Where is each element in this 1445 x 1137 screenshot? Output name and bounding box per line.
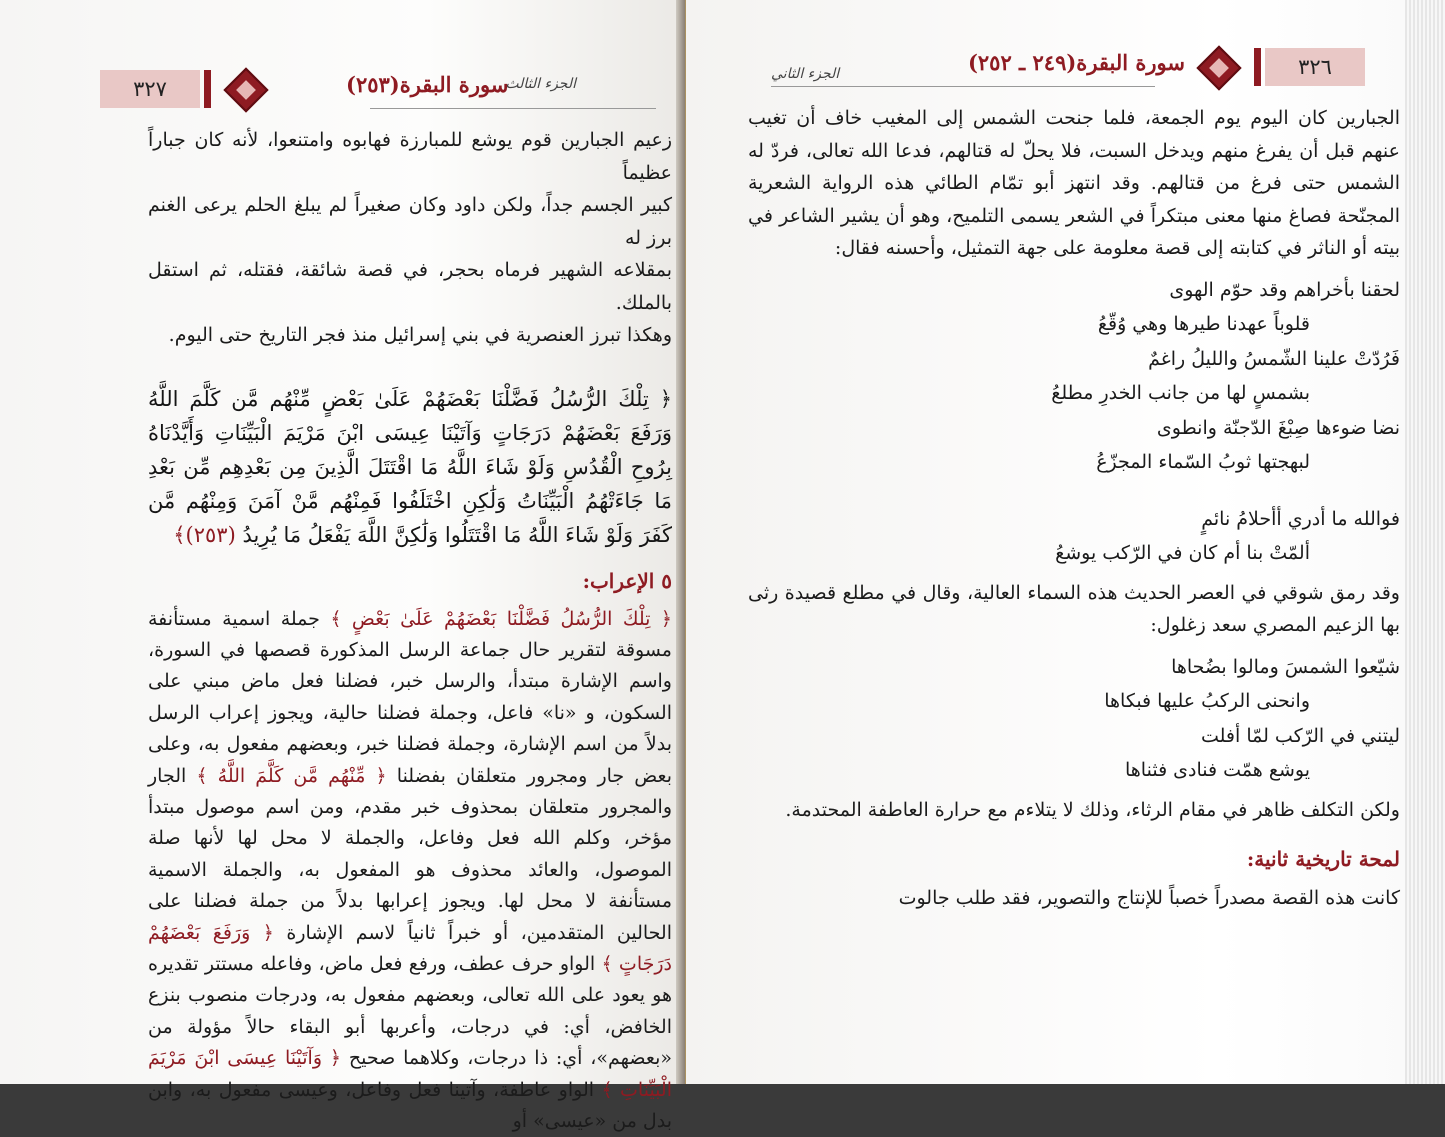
poem-verse: لبهجتها ثوبُ السّماء المجزّعُ bbox=[748, 445, 1400, 480]
poem-verse: نضا ضوءها صِبْغَ الدّجنّة وانطوى bbox=[748, 411, 1400, 446]
header-bar bbox=[1254, 48, 1261, 86]
irab-text: الواو حرف عطف، ورفع فعل ماض، وفاعله مستتر تقديره هو يعود على الله تعالى، وبعضهم مفعول به، ودرجات منصوب بنزع الخافض، أي: في درجات، وأعربها أبو البقاء حالاً مؤولة من «بعضهم»، أي: ذا درجات، وكلاهما صحيح bbox=[148, 953, 672, 1069]
irab-text: الجار والمجرور متعلقان بمحذوف خبر مقدم، ومن اسم موصول مبتدأ مؤخر، وكلم الله فعل وفاعل، والجملة لا محل لها لأنها صلة الموصول، والعائد محذوف هو المفعول به، والجملة الاسمية مستأنفة لا محل لها. ويجوز إعرابها بدلاً من جملة فضلنا على الحالين المتقدمين، أو خبراً ثانياً لاسم الإشارة bbox=[148, 765, 672, 944]
poem-block bbox=[748, 502, 1400, 571]
juz-label: الجزء الثاني bbox=[771, 66, 839, 82]
poem-block bbox=[748, 273, 1400, 480]
intro-paragraph: الجبارين كان اليوم يوم الجمعة، فلما جنحت الشمس إلى المغيب خاف أن تغيب عنهم قبل أن يفرغ منهم ويدخل السبت، فلا يحلّ له قتالهم، فدعا الله تعالى، فردّ له الشمس حتى فرغ من قتالهم. وقد انتهز أبو تمّام الطائي هذه الرواية الشعرية المجنّحة فصاغ منها معنى مبتكراً في الشعر يسمى التلميح، وهو أن يشير الشاعر في بيته أو الناثر في كتابته إلى قصة معلومة على جهة التمثيل، وأحسنه فقال: bbox=[748, 102, 1400, 265]
page-number: ٣٢٦ bbox=[1265, 48, 1365, 86]
poem-verse: قلوباً عهدنا طيرها وهي وُقّعُ bbox=[748, 307, 1400, 342]
header-rule bbox=[370, 108, 656, 109]
poem-block bbox=[748, 650, 1400, 788]
irab-section bbox=[148, 604, 672, 1137]
section-heading: لمحة تاريخية ثانية: bbox=[748, 844, 1400, 874]
juz-label: الجزء الثالث bbox=[505, 76, 576, 92]
poem-verse: ألمّتْ بنا أم كان في الرّكب يوشعُ bbox=[748, 536, 1400, 571]
irab-paragraph bbox=[148, 604, 672, 1137]
surah-title: سورة البقرة(٢٤٩ ـ ٢٥٢) bbox=[968, 50, 1185, 75]
irab-text: الواو عاطفة، وآتينا فعل وفاعل، وعيسى مفعول به، وابن بدل من «عيسى» أو bbox=[148, 1079, 672, 1132]
irab-quote: ﴿ وَرَفَعَ بَعْضَهُمْ دَرَجَاتٍ ﴾ bbox=[148, 922, 672, 975]
poem-verse: وانحنى الركبُ عليها فبكاها bbox=[748, 684, 1400, 719]
quran-verse bbox=[148, 382, 672, 552]
right-page bbox=[686, 0, 1445, 1084]
header-rule bbox=[771, 86, 1155, 87]
right-page-header bbox=[771, 48, 1365, 88]
poem-verse: يوشع همّت فنادى فثناها bbox=[748, 753, 1400, 788]
verse-end-marker: (٢٥٣)﴾ bbox=[173, 523, 236, 547]
intro-line: بمقلاعه الشهير فرماه بحجر، في قصة شائقة، فقتله، ثم استقل بالملك. bbox=[148, 254, 672, 319]
intro-line: وهكذا تبرز العنصرية في بني إسرائيل منذ فجر التاريخ حتى اليوم. bbox=[148, 319, 672, 352]
irab-text: جملة اسمية مستأنفة مسوقة لتقرير حال جماعة الرسل المذكورة قصصها في السورة، واسم الإشارة مبتدأ، والرسل خبر، فضلنا فعل ماض مبني على السكون، و «نا» فاعل، وجملة فضلنا حالية، ويجوز إعراب الرسل بدلاً من اسم الإشارة، وجملة فضلنا خبر، وبعضهم مفعول به، وعلى بعض جار ومجرور متعلقان بفضلنا bbox=[148, 608, 672, 787]
right-page-body bbox=[748, 102, 1400, 921]
ornament-icon bbox=[1196, 45, 1241, 90]
poem-verse: لحقنا بأخراهم وقد حوّم الهوى bbox=[748, 273, 1400, 308]
poem-verse: شيّعوا الشمسَ ومالوا بضُحاها bbox=[748, 650, 1400, 685]
page-edges bbox=[1405, 0, 1445, 1084]
irab-heading: ٥ الإعراب: bbox=[148, 566, 672, 596]
intro-line: كبير الجسم جداً، ولكن داود وكان صغيراً لم يبلغ الحلم يرعى الغنم برز له bbox=[148, 189, 672, 254]
quran-text: ﴿ تِلْكَ الرُّسُلُ فَضَّلْنَا بَعْضَهُمْ عَلَىٰ بَعْضٍ مِّنْهُم مَّن كَلَّمَ اللَّهُ وَرَفَعَ بَعْضَهُمْ دَرَجَاتٍ وَآتَيْنَا عِيسَى ابْنَ مَرْيَمَ الْبَيِّنَاتِ وَأَيَّدْنَاهُ بِرُوحِ الْقُدُسِ وَلَوْ شَاءَ اللَّهُ مَا اقْتَتَلَ الَّذِينَ مِن بَعْدِهِم مِّن بَعْدِ مَا جَاءَتْهُمُ الْبَيِّنَاتُ وَلَٰكِنِ اخْتَلَفُوا فَمِنْهُم مَّنْ آمَنَ وَمِنْهُم مَّن كَفَرَ وَلَوْ شَاءَ اللَّهُ مَا اقْتَتَلُوا وَلَٰكِنَّ اللَّهَ يَفْعَلُ مَا يُرِيدُ bbox=[148, 387, 672, 547]
last-paragraph: كانت هذه القصة مصدراً خصباً للإنتاج والتصوير، فقد طلب جالوت bbox=[748, 882, 1400, 915]
surah-title: سورة البقرة(٢٥٣) bbox=[346, 72, 508, 97]
left-page bbox=[0, 0, 712, 1084]
irab-quote: ﴿ وَآتَيْنَا عِيسَى ابْنَ مَرْيَمَ الْبَيِّنَاتِ ﴾ bbox=[148, 1047, 672, 1100]
irab-quote: ﴿ تِلْكَ الرُّسُلُ فَضَّلْنَا بَعْضَهُمْ عَلَىٰ بَعْضٍ ﴾ bbox=[330, 608, 672, 630]
middle-paragraph: وقد رمق شوقي في العصر الحديث هذه السماء العالية، وقال في مطلع قصيدة رثى بها الزعيم المصري سعد زغلول: bbox=[748, 577, 1400, 642]
intro-line: زعيم الجبارين قوم يوشع للمبارزة فهابوه وامتنعوا، لأنه كان جباراً عظيماً bbox=[148, 124, 672, 189]
poem-verse: فَرُدّتْ علينا الشّمسُ والليلُ راغمٌ bbox=[748, 342, 1400, 377]
closing-paragraph: ولكن التكلف ظاهر في مقام الرثاء، وذلك لا يتلاءم مع حرارة العاطفة المحتدمة. bbox=[748, 794, 1400, 827]
left-page-header bbox=[100, 70, 656, 110]
left-page-body bbox=[148, 124, 672, 1137]
poem-verse: ليتني في الرّكب لمّا أفلت bbox=[748, 719, 1400, 754]
header-bar bbox=[204, 70, 211, 108]
irab-quote: ﴿ مِّنْهُم مَّن كَلَّمَ اللَّهُ ﴾ bbox=[196, 765, 386, 787]
poem-verse: بشمسٍ لها من جانب الخدرِ مطلعُ bbox=[748, 376, 1400, 411]
poem-verse: فوالله ما أدري أأحلامُ نائمٍ bbox=[748, 502, 1400, 537]
ornament-icon bbox=[223, 67, 268, 112]
page-number: ٣٢٧ bbox=[100, 70, 200, 108]
